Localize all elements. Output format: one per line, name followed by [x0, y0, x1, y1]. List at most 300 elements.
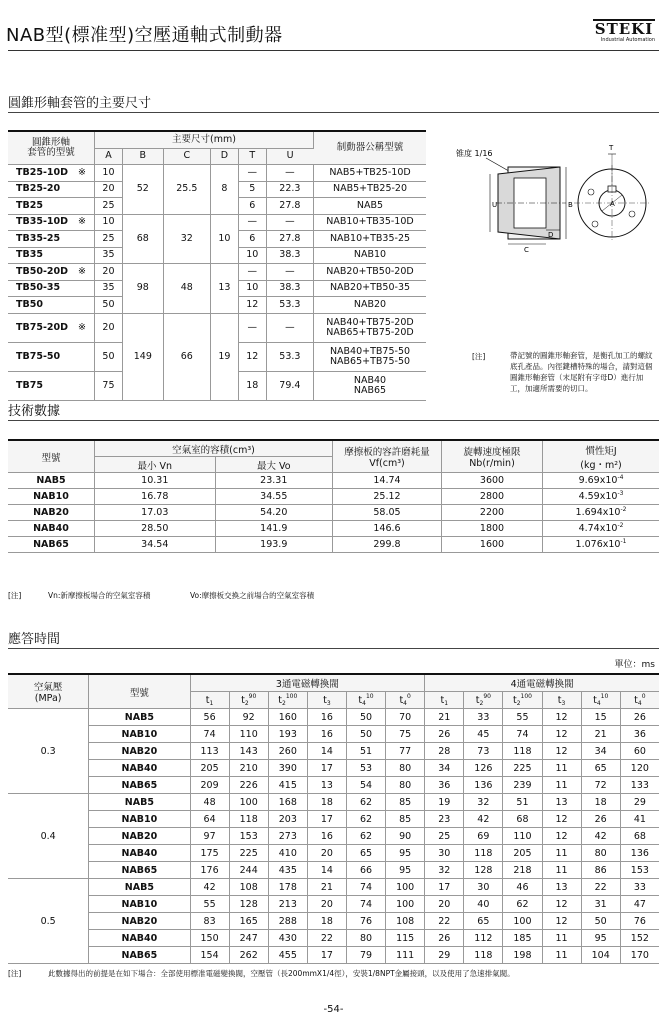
cell-brake-model: [314, 198, 427, 215]
cell-time: 126: [464, 760, 503, 777]
t-sup: 10: [365, 692, 374, 700]
bushing-model: TB25-20: [16, 183, 61, 195]
bushing-model: TB50: [16, 298, 43, 310]
cell-t: 12: [238, 297, 266, 314]
brake-model: NAB10: [353, 249, 387, 261]
table-row: [8, 777, 659, 794]
cell-time: 226: [229, 777, 268, 794]
t-base: t: [399, 694, 404, 706]
cell-model: NAB20: [8, 505, 95, 521]
note-response: 此數據得出的前提是在如下場合：全部使用標准電磁變換閥，空壓管（長200mmX1/4徑），安裝1/8NPT金屬接頭，以及使用了急速排氣閥。: [48, 969, 515, 978]
cell-time: 244: [229, 862, 268, 879]
cell-model: NAB65: [89, 777, 190, 794]
cell-time: 113: [190, 743, 229, 760]
cell-time: 47: [620, 896, 659, 913]
cell-nb: 1800: [442, 521, 543, 537]
cell-time: 65: [346, 845, 385, 862]
cell-time: 75: [386, 726, 425, 743]
cell-brake-model: [314, 247, 427, 264]
special-mark: ※: [78, 321, 86, 333]
cell-time: 56: [190, 709, 229, 726]
bushing-model: TB25-10D: [16, 166, 68, 178]
cell-time: 74: [346, 879, 385, 896]
label-a: A: [610, 200, 615, 208]
cell-time: 165: [229, 913, 268, 930]
cell-time: 19: [425, 794, 464, 811]
cell-time: 14: [307, 862, 346, 879]
inertia-value: 4.74x10: [578, 523, 618, 535]
cell-time: 86: [581, 862, 620, 879]
col-head-min: 最小 Vn: [95, 457, 216, 473]
inertia-value: 1.694x10: [575, 507, 621, 519]
cell-time: 247: [229, 930, 268, 947]
cell-time: 62: [503, 896, 542, 913]
cell-vn: 10.31: [95, 473, 216, 489]
table-row: [8, 947, 659, 964]
cell-time: 50: [346, 726, 385, 743]
cell-time: 26: [425, 930, 464, 947]
cell-bushing-model: [8, 247, 95, 264]
special-mark: ※: [78, 216, 86, 228]
cell-time: 120: [620, 760, 659, 777]
cell-d: 19: [210, 313, 238, 400]
cell-t: 12: [238, 342, 266, 371]
cell-time: 76: [620, 913, 659, 930]
cell-pressure: 0.3: [8, 709, 89, 794]
brake-model: NAB40+TB75-50: [329, 345, 411, 357]
cell-time: 51: [503, 794, 542, 811]
bushing-model: TB75: [16, 379, 43, 391]
note-tag-1: [注]: [472, 352, 486, 361]
cell-d: 13: [210, 264, 238, 314]
cell-time: 68: [503, 811, 542, 828]
cell-time: 25: [425, 828, 464, 845]
t-sub: 1: [209, 699, 214, 707]
section-rule: [8, 420, 659, 421]
cell-time: 34: [425, 760, 464, 777]
brake-model: NAB65: [353, 384, 387, 396]
cell-time: 33: [464, 709, 503, 726]
cell-model: NAB65: [8, 537, 95, 553]
cell-time: 16: [307, 709, 346, 726]
cell-u: 38.3: [266, 247, 313, 264]
cell-model: NAB5: [89, 709, 190, 726]
table-row: [8, 313, 426, 342]
col-head-d: D: [210, 148, 238, 165]
special-mark: ※: [78, 265, 86, 277]
col-head-4way: 4通電磁轉換閥: [425, 674, 659, 692]
cell-nb: 3600: [442, 473, 543, 489]
cell-time: 80: [581, 845, 620, 862]
cell-u: 38.3: [266, 280, 313, 297]
cell-time: 143: [229, 743, 268, 760]
t-sup: 0: [407, 692, 411, 700]
cell-vn: 28.50: [95, 521, 216, 537]
cell-time: 16: [307, 828, 346, 845]
label-c: C: [524, 246, 529, 254]
cell-bushing-model: [8, 313, 95, 342]
cell-time: 53: [346, 760, 385, 777]
col-head-t40: [386, 692, 425, 709]
cell-time: 79: [346, 947, 385, 964]
cell-nb: 2200: [442, 505, 543, 521]
cell-time: 85: [386, 811, 425, 828]
cell-time: 77: [386, 743, 425, 760]
cell-time: 32: [464, 794, 503, 811]
cell-time: 74: [503, 726, 542, 743]
col-head-pressure-2: (MPa): [34, 693, 62, 704]
bushing-model: TB75-50: [16, 350, 61, 362]
bushing-model: TB35: [16, 249, 43, 261]
cell-time: 455: [268, 947, 307, 964]
cell-time: 21: [425, 709, 464, 726]
note-tag-3: [注]: [8, 969, 22, 978]
col-head-t290: [229, 692, 268, 709]
t-sub: 2: [282, 699, 286, 707]
col-head-a: A: [95, 148, 123, 165]
cell-model: NAB20: [89, 828, 190, 845]
cell-a: 10: [95, 214, 123, 231]
cell-time: 20: [425, 896, 464, 913]
cell-a: 50: [95, 342, 123, 371]
cell-time: 60: [620, 743, 659, 760]
bushing-model: TB35-25: [16, 232, 61, 244]
cell-time: 108: [229, 879, 268, 896]
cell-time: 12: [542, 709, 581, 726]
cell-time: 136: [464, 777, 503, 794]
cell-model: NAB10: [89, 811, 190, 828]
t-base: t: [634, 694, 638, 706]
cell-time: 42: [464, 811, 503, 828]
bushing-model: TB75-20D: [16, 321, 68, 333]
logo-subtitle: Industrial Automation: [600, 37, 655, 43]
cell-time: 80: [346, 930, 385, 947]
cell-time: 193: [268, 726, 307, 743]
table-row: [8, 794, 659, 811]
cell-t: 5: [238, 181, 266, 198]
cell-c: 25.5: [163, 165, 210, 215]
cell-time: 150: [190, 930, 229, 947]
section-title-response-time: 應答時間: [8, 632, 61, 647]
cell-a: 20: [95, 264, 123, 281]
cell-time: 18: [307, 913, 346, 930]
cell-time: 68: [620, 828, 659, 845]
cell-time: 26: [581, 811, 620, 828]
cell-vf: 299.8: [333, 537, 442, 553]
cell-bushing-model: [8, 198, 95, 215]
cell-time: 22: [307, 930, 346, 947]
cell-c: 66: [163, 313, 210, 400]
cell-time: 11: [542, 845, 581, 862]
cell-u: 53.3: [266, 342, 313, 371]
cell-a: 10: [95, 165, 123, 182]
cell-time: 128: [464, 862, 503, 879]
col-head-model-1: 圓錐形軸: [31, 137, 70, 148]
cell-inertia: [543, 489, 660, 505]
bushing-model: TB50-20D: [16, 265, 68, 277]
col-head-t40: [620, 692, 659, 709]
cell-time: 12: [542, 743, 581, 760]
cell-time: 11: [542, 777, 581, 794]
cell-time: 28: [425, 743, 464, 760]
dimensions-table: [8, 130, 426, 401]
cell-time: 55: [190, 896, 229, 913]
cell-time: 100: [386, 879, 425, 896]
cell-t: 6: [238, 231, 266, 248]
cell-time: 435: [268, 862, 307, 879]
label-d: D: [548, 231, 554, 239]
col-head-max: 最大 Vo: [215, 457, 332, 473]
cell-time: 62: [346, 794, 385, 811]
cell-time: 118: [229, 811, 268, 828]
col-head-model-2: 套管的型號: [27, 147, 75, 158]
unit-label: 單位：ms: [614, 660, 655, 670]
col-head-wear-1: 摩擦板的容許磨耗量: [344, 447, 430, 458]
cell-time: 31: [581, 896, 620, 913]
table-row: [8, 845, 659, 862]
cell-time: 95: [386, 845, 425, 862]
cell-a: 50: [95, 297, 123, 314]
cell-time: 29: [620, 794, 659, 811]
cell-time: 76: [346, 913, 385, 930]
cell-bushing-model: [8, 342, 95, 371]
table-row: [8, 896, 659, 913]
cell-u: 22.3: [266, 181, 313, 198]
cell-model: NAB65: [89, 947, 190, 964]
cell-nb: 2800: [442, 489, 543, 505]
col-head-model: 型號: [8, 440, 95, 473]
col-head-t: T: [238, 148, 266, 165]
cell-time: 72: [581, 777, 620, 794]
cell-time: 415: [268, 777, 307, 794]
cell-bushing-model: [8, 264, 95, 281]
col-head-b: B: [122, 148, 163, 165]
cell-model: NAB40: [8, 521, 95, 537]
cell-vf: 25.12: [333, 489, 442, 505]
inertia-exponent: -1: [620, 538, 627, 546]
cell-time: 288: [268, 913, 307, 930]
cell-d: 10: [210, 214, 238, 264]
cell-pressure: 0.4: [8, 794, 89, 879]
table-row: [8, 165, 426, 182]
cell-model: NAB5: [89, 879, 190, 896]
cell-time: 118: [464, 947, 503, 964]
col-head-t2100: [268, 692, 307, 709]
cell-time: 12: [542, 828, 581, 845]
cell-u: 79.4: [266, 371, 313, 400]
cell-time: 108: [386, 913, 425, 930]
col-head-u: U: [266, 148, 313, 165]
col-head-t410: [581, 692, 620, 709]
col-head-inertia-2: (kg・m²): [580, 459, 622, 471]
col-head-t2100: [503, 692, 542, 709]
cell-time: 205: [503, 845, 542, 862]
cell-inertia: [543, 505, 660, 521]
cell-a: 25: [95, 198, 123, 215]
cell-time: 46: [503, 879, 542, 896]
cell-time: 176: [190, 862, 229, 879]
cell-time: 40: [464, 896, 503, 913]
cell-model: NAB40: [89, 760, 190, 777]
t-sub: 1: [444, 699, 449, 707]
t-sub: 4: [637, 699, 642, 707]
cell-time: 66: [346, 862, 385, 879]
cell-time: 74: [190, 726, 229, 743]
cell-time: 178: [268, 879, 307, 896]
brake-model: NAB5+TB25-10D: [329, 166, 411, 178]
cell-time: 115: [386, 930, 425, 947]
cell-time: 22: [581, 879, 620, 896]
cell-brake-model: [314, 181, 427, 198]
col-head-dims: 主要尺寸(mm): [95, 131, 314, 148]
cell-time: 100: [503, 913, 542, 930]
cell-time: 65: [581, 760, 620, 777]
cell-time: 13: [542, 794, 581, 811]
cell-time: 118: [464, 845, 503, 862]
cell-vo: 23.31: [215, 473, 332, 489]
cell-t: —: [238, 165, 266, 182]
cell-time: 260: [268, 743, 307, 760]
brake-model: NAB20: [353, 298, 387, 310]
cell-time: 95: [386, 862, 425, 879]
bushing-model: TB50-35: [16, 282, 61, 294]
t-sup: 90: [248, 692, 257, 700]
cell-vo: 54.20: [215, 505, 332, 521]
col-head-t3: [307, 692, 346, 709]
label-b: B: [568, 201, 573, 209]
inertia-value: 4.59x10: [578, 491, 618, 503]
cell-brake-model: [314, 165, 427, 182]
cell-t: —: [238, 214, 266, 231]
cell-time: 11: [542, 862, 581, 879]
cell-bushing-model: [8, 165, 95, 182]
table-row: [8, 709, 659, 726]
cell-a: 25: [95, 231, 123, 248]
cell-time: 225: [503, 760, 542, 777]
cell-vf: 14.74: [333, 473, 442, 489]
cell-time: 95: [581, 930, 620, 947]
table-row: [8, 521, 659, 537]
brake-model: NAB65+TB75-20D: [326, 326, 414, 338]
brake-model: NAB5+TB25-20: [332, 183, 408, 195]
cell-time: 273: [268, 828, 307, 845]
col-head-t290: [464, 692, 503, 709]
cell-brake-model: [314, 214, 427, 231]
cell-t: 10: [238, 247, 266, 264]
logo-text: STEKI: [594, 20, 654, 38]
taper-bushing-diagram: [456, 130, 656, 255]
company-logo: [593, 19, 655, 43]
t-sub: 2: [516, 699, 521, 707]
cell-time: 42: [190, 879, 229, 896]
cell-time: 51: [346, 743, 385, 760]
cell-vn: 17.03: [95, 505, 216, 521]
t-sub: 4: [596, 699, 601, 707]
brake-model: NAB65+TB75-50: [329, 355, 411, 367]
cell-time: 12: [542, 913, 581, 930]
cell-bushing-model: [8, 231, 95, 248]
cell-time: 85: [386, 794, 425, 811]
t-base: t: [323, 694, 327, 706]
col-head-inertia-1: 慣性矩J: [585, 445, 617, 457]
cell-time: 12: [542, 896, 581, 913]
cell-pressure: 0.5: [8, 879, 89, 964]
cell-time: 20: [307, 845, 346, 862]
t-base: t: [278, 694, 283, 706]
cell-time: 100: [229, 794, 268, 811]
cell-time: 48: [190, 794, 229, 811]
brake-model: NAB20+TB50-20D: [326, 265, 414, 277]
cell-b: 149: [122, 313, 163, 400]
label-u: U: [492, 201, 498, 209]
cell-time: 133: [620, 777, 659, 794]
cell-time: 62: [346, 828, 385, 845]
cell-time: 36: [620, 726, 659, 743]
header-rule: [8, 50, 659, 51]
cell-time: 90: [386, 828, 425, 845]
response-time-table: [8, 673, 659, 964]
cell-u: —: [266, 214, 313, 231]
cell-model: NAB10: [89, 726, 190, 743]
cell-time: 34: [581, 743, 620, 760]
cell-time: 136: [620, 845, 659, 862]
cell-inertia: [543, 473, 660, 489]
cell-time: 104: [581, 947, 620, 964]
cell-time: 17: [307, 760, 346, 777]
cell-b: 52: [122, 165, 163, 215]
table-row: [8, 505, 659, 521]
col-head-c: C: [163, 148, 210, 165]
brake-model: NAB40: [353, 374, 387, 386]
inertia-exponent: -2: [617, 522, 624, 530]
cell-t: —: [238, 313, 266, 342]
t-sup: 10: [600, 692, 609, 700]
cell-c: 48: [163, 264, 210, 314]
cell-brake-model: [314, 371, 427, 400]
cell-time: 23: [425, 811, 464, 828]
cell-time: 110: [229, 726, 268, 743]
t-sub: 4: [362, 699, 366, 707]
brake-model: NAB10+TB35-10D: [326, 216, 414, 228]
cell-time: 18: [307, 794, 346, 811]
cell-a: 20: [95, 181, 123, 198]
cell-model: NAB20: [89, 913, 190, 930]
cell-time: 13: [307, 777, 346, 794]
cell-time: 64: [190, 811, 229, 828]
table-row: [8, 726, 659, 743]
cell-time: 170: [620, 947, 659, 964]
t-sup: 90: [483, 692, 491, 700]
label-t: T: [609, 144, 614, 152]
cell-time: 65: [464, 913, 503, 930]
cell-time: 80: [386, 777, 425, 794]
t-base: t: [593, 694, 597, 706]
cell-time: 92: [229, 709, 268, 726]
cell-bushing-model: [8, 214, 95, 231]
cell-brake-model: [314, 342, 427, 371]
cell-time: 430: [268, 930, 307, 947]
page-number: -54-: [323, 1004, 344, 1015]
cell-time: 225: [229, 845, 268, 862]
t-base: t: [512, 694, 517, 706]
cell-a: 35: [95, 247, 123, 264]
col-head-wear-2: Vf(cm³): [369, 458, 405, 469]
cell-brake-model: [314, 280, 427, 297]
cell-time: 110: [503, 828, 542, 845]
cell-model: NAB40: [89, 845, 190, 862]
bushing-model: TB35-10D: [16, 216, 68, 228]
cell-bushing-model: [8, 297, 95, 314]
